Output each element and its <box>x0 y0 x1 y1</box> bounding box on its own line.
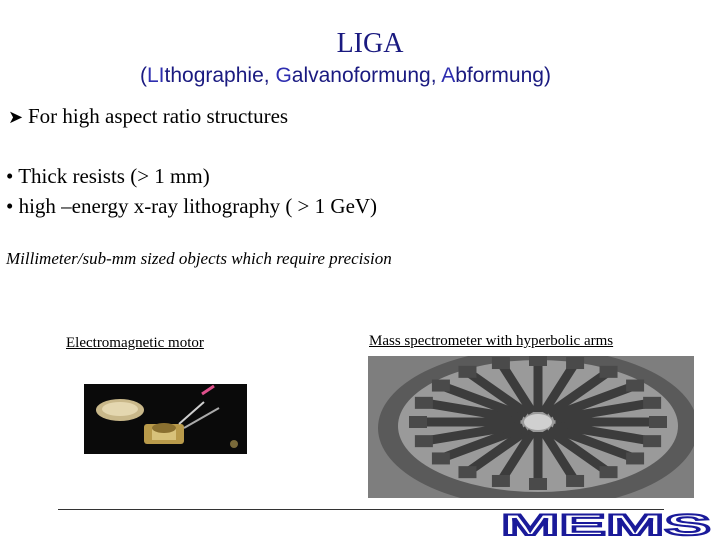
precision-note: Millimeter/sub-mm sized objects which require precision <box>6 249 392 268</box>
spectrometer-arm-tip <box>649 416 667 428</box>
spectrometer-arm-tip <box>492 357 510 369</box>
motor-caption: Electromagnetic motor <box>66 335 204 351</box>
subtitle-highlight-li: LI <box>147 64 165 87</box>
spectrometer-arm-tip <box>643 397 661 409</box>
spectrometer-arm-tip <box>409 416 427 428</box>
spectrometer-arm-tip <box>458 466 476 478</box>
spectrometer-arm-tip <box>529 356 547 366</box>
spectrometer-arm-tip <box>626 380 644 392</box>
spectrometer-illustration <box>368 356 694 498</box>
spectrometer-arm-tip <box>566 475 584 487</box>
bullet-xray-lithography: • high –energy x-ray lithography ( > 1 GeV) <box>6 194 378 218</box>
spectrometer-arm-tip <box>529 478 547 490</box>
motor-photo <box>84 384 247 454</box>
subtitle <box>140 64 551 88</box>
page-title: LIGA <box>336 28 404 59</box>
spectrometer-arm-tip <box>432 452 450 464</box>
subtitle-text-3: bformung) <box>455 64 551 87</box>
footer-divider <box>58 509 664 510</box>
spectrometer-arm-tip <box>566 357 584 369</box>
subtitle-text-2: alvanoformung, <box>291 64 442 87</box>
spectrometer-arm-tip <box>600 466 618 478</box>
spectrometer-arm-tip <box>458 366 476 378</box>
subtitle-text-1: thographie, <box>164 64 276 87</box>
subtitle-highlight-a: A <box>441 64 456 87</box>
subtitle-open: ( <box>140 64 147 87</box>
mems-logo <box>498 511 714 538</box>
spectrometer-arm-tip <box>626 452 644 464</box>
motor-illustration <box>84 384 247 454</box>
spectrometer-arm-tip <box>600 366 618 378</box>
bullet-thick-resists: • Thick resists (> 1 mm) <box>6 164 210 188</box>
lead-line <box>8 104 288 129</box>
subtitle-highlight-g: G <box>275 64 292 87</box>
spectrometer-arm-tip <box>415 435 433 447</box>
spectrometer-arm-tip <box>492 475 510 487</box>
svg-text:MEMS: MEMS <box>501 511 711 538</box>
spectrometer-arm-tip <box>643 435 661 447</box>
lead-text: For high aspect ratio structures <box>28 104 289 128</box>
spectrometer-caption: Mass spectrometer with hyperbolic arms <box>369 333 614 349</box>
spectrometer-arm-tip <box>415 397 433 409</box>
spectrometer-photo <box>368 356 694 498</box>
spectrometer-arm-tip <box>432 380 450 392</box>
arrow-bullet-icon: ➤ <box>8 107 24 127</box>
